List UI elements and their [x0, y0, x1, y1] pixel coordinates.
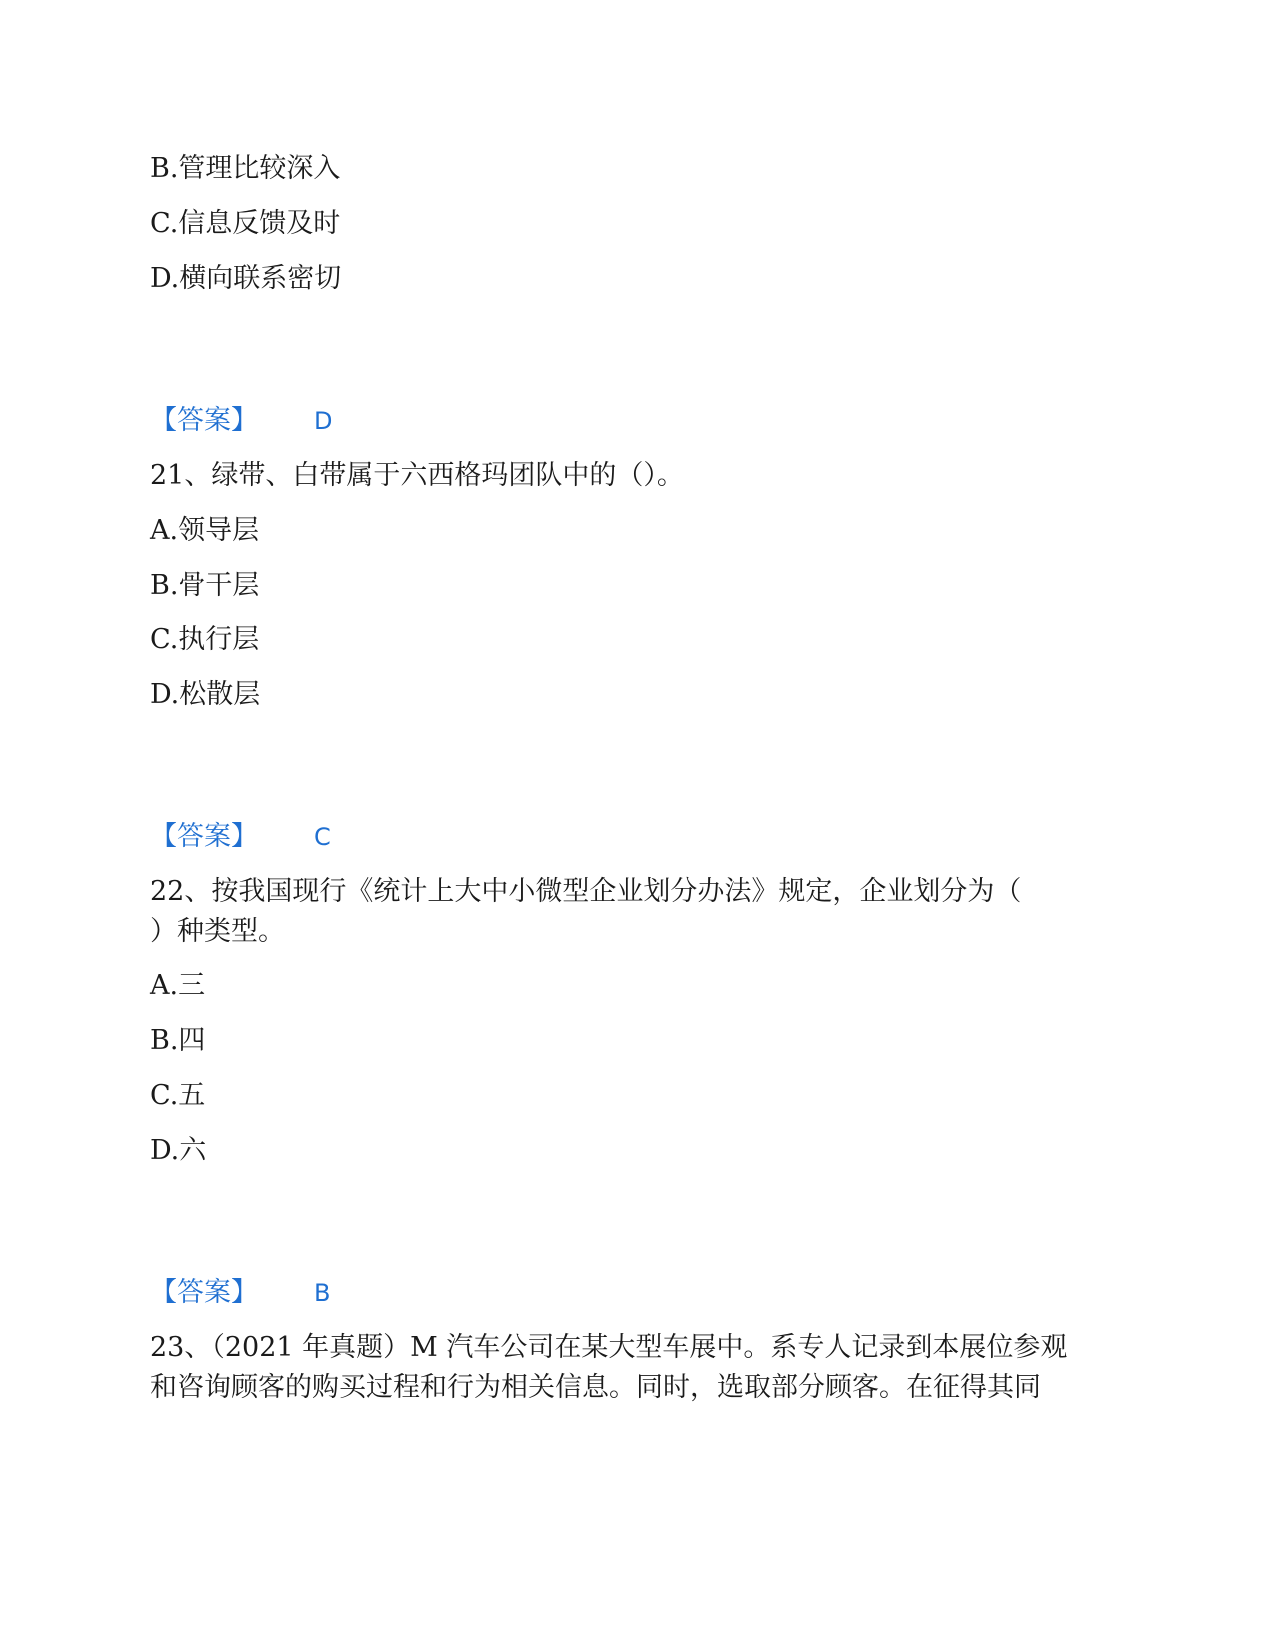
answer-label: 【答案】 [150, 405, 258, 436]
q23-stem-line2: 和咨询顾客的购买过程和行为相关信息。同时，选取部分顾客。在征得其同 [150, 1372, 1041, 1403]
answer-label: 【答案】 [150, 821, 258, 852]
answer-value: B [314, 1279, 331, 1307]
q20-answer [150, 404, 332, 438]
q21-option-c: C.执行层 [150, 624, 260, 655]
q22-stem-line2: ）种类型。 [150, 916, 285, 947]
q22-option-d: D.六 [150, 1135, 207, 1166]
q20-option-b: B.管理比较深入 [150, 153, 341, 184]
q21-option-b: B.骨干层 [150, 570, 260, 601]
q21-answer [150, 820, 331, 854]
q20-option-d: D.横向联系密切 [150, 263, 342, 294]
answer-label: 【答案】 [150, 1277, 258, 1308]
q22-stem-line1: 22、按我国现行《统计上大中小微型企业划分办法》规定，企业划分为（ [150, 876, 1022, 907]
answer-value: D [314, 407, 333, 435]
q21-option-a: A.领导层 [150, 515, 260, 546]
q21-stem: 21、绿带、白带属于六西格玛团队中的（）。 [150, 460, 684, 491]
q22-option-b: B.四 [150, 1025, 206, 1056]
q23-stem-line1: 23、（2021 年真题）M 汽车公司在某大型车展中。系专人记录到本展位参观 [150, 1332, 1068, 1363]
q22-answer [150, 1276, 330, 1310]
q22-option-c: C.五 [150, 1080, 206, 1111]
q21-option-d: D.松散层 [150, 679, 261, 710]
q20-option-c: C.信息反馈及时 [150, 208, 341, 239]
q22-option-a: A.三 [150, 970, 206, 1001]
answer-value: C [314, 823, 331, 851]
